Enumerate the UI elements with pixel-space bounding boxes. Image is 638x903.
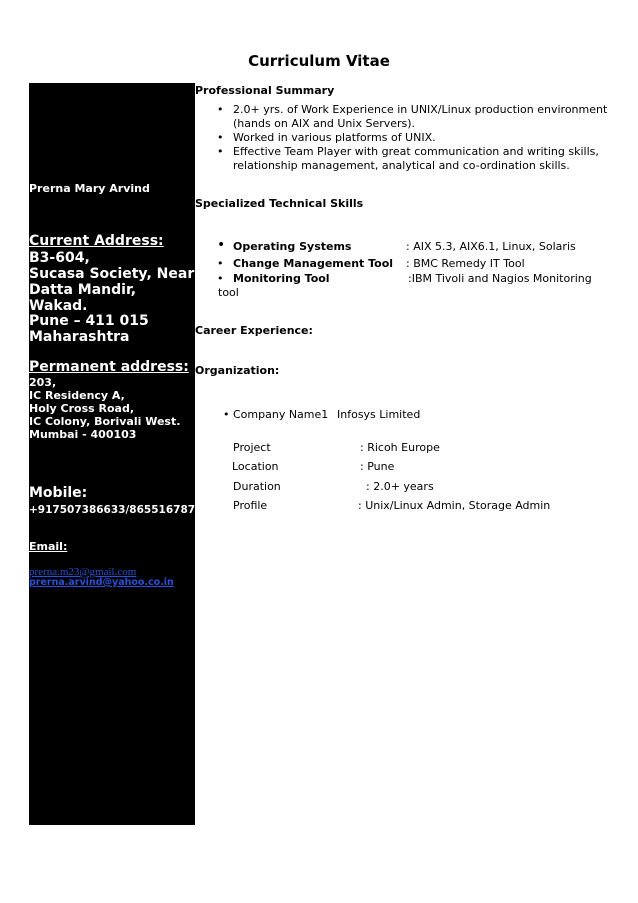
permanent-address-line: IC Residency A,: [29, 389, 125, 402]
bullet-icon: •: [217, 237, 226, 253]
current-address-line: Sucasa Society, Near: [29, 266, 195, 282]
detail-value: : 2.0+ years: [366, 480, 434, 493]
detail-value: : Ricoh Europe: [360, 441, 440, 454]
email-link-1[interactable]: prerna.m23@gmail.com: [29, 566, 137, 578]
skills-heading: Specialized Technical Skills: [195, 197, 364, 210]
detail-label: Location: [232, 460, 279, 473]
main-content: Professional Summary • 2.0+ yrs. of Work Experience in UNIX/Linux production environment (hands on AIX and Unix Servers). • Worked in various platforms of UNIX. • Effective Team Player with great communication and writing skills, relationship management, analytical and co-ordination skills. Specialized Technical Skills • Operating Systems : AIX 5.3, AIX6.1, Linux, Solaris • Change Management Tool : BMC Remedy IT Tool • Monitoring Tool :IBM Tivoli and Nagios Monitoring tool Career Experience: Organization: • Company Name1 Infosys Limited Project : Ricoh Europe Location : Pune Duration : 2.0+ years Profile : Unix/Linux Admin, Storage Admin: [195, 84, 608, 512]
bullet-icon: •: [217, 103, 224, 116]
page-title: Curriculum Vitae: [248, 52, 390, 70]
current-address-line: Datta Mandir,: [29, 282, 137, 298]
permanent-address-line: IC Colony, Borivali West.: [29, 415, 181, 428]
organization-heading: Organization:: [195, 364, 280, 377]
bullet-icon: •: [217, 272, 224, 285]
current-address-heading: Current Address:: [29, 233, 164, 249]
email-heading: Email:: [29, 540, 68, 553]
permanent-address-line: Holy Cross Road,: [29, 402, 135, 415]
candidate-name: Prerna Mary Arvind: [29, 182, 150, 195]
permanent-address-line: Mumbai - 400103: [29, 428, 137, 441]
career-heading: Career Experience:: [195, 324, 313, 337]
current-address-line: B3-604,: [29, 250, 90, 266]
professional-summary-heading: Professional Summary: [195, 84, 335, 97]
skill-key: Monitoring Tool: [233, 272, 330, 285]
sidebar: [29, 83, 203, 825]
detail-label: Duration: [233, 480, 281, 493]
detail-label: Project: [233, 441, 271, 454]
skill-value: :IBM Tivoli and Nagios Monitoring: [408, 272, 592, 285]
skill-key: Operating Systems: [233, 240, 352, 253]
mobile-number: +917507386633/8655167870: [29, 504, 203, 516]
skill-value: : AIX 5.3, AIX6.1, Linux, Solaris: [406, 240, 576, 253]
skill-key: Change Management Tool: [233, 257, 394, 270]
bullet-icon: •: [217, 257, 224, 270]
bullet-icon: •: [217, 131, 224, 144]
bullet-icon: •: [217, 145, 224, 158]
mobile-heading: Mobile:: [29, 485, 88, 501]
current-address-line: Pune – 411 015: [29, 313, 149, 329]
skill-value: : BMC Remedy IT Tool: [406, 257, 525, 270]
detail-label: Profile: [233, 499, 268, 512]
detail-value: : Pune: [360, 460, 395, 473]
permanent-address-line: 203,: [29, 376, 57, 389]
current-address-line: Wakad.: [29, 298, 88, 314]
permanent-address-heading: Permanent address:: [29, 359, 189, 375]
bullet-icon: •: [223, 408, 230, 421]
detail-value: : Unix/Linux Admin, Storage Admin: [358, 499, 551, 512]
email-link-2[interactable]: prerna.arvind@yahoo.co.in: [29, 577, 174, 588]
skill-value-wrap: tool: [218, 286, 239, 299]
current-address-line: Maharashtra: [29, 329, 130, 345]
company-label: Company Name1: [233, 408, 329, 421]
company-value: Infosys Limited: [337, 408, 421, 421]
